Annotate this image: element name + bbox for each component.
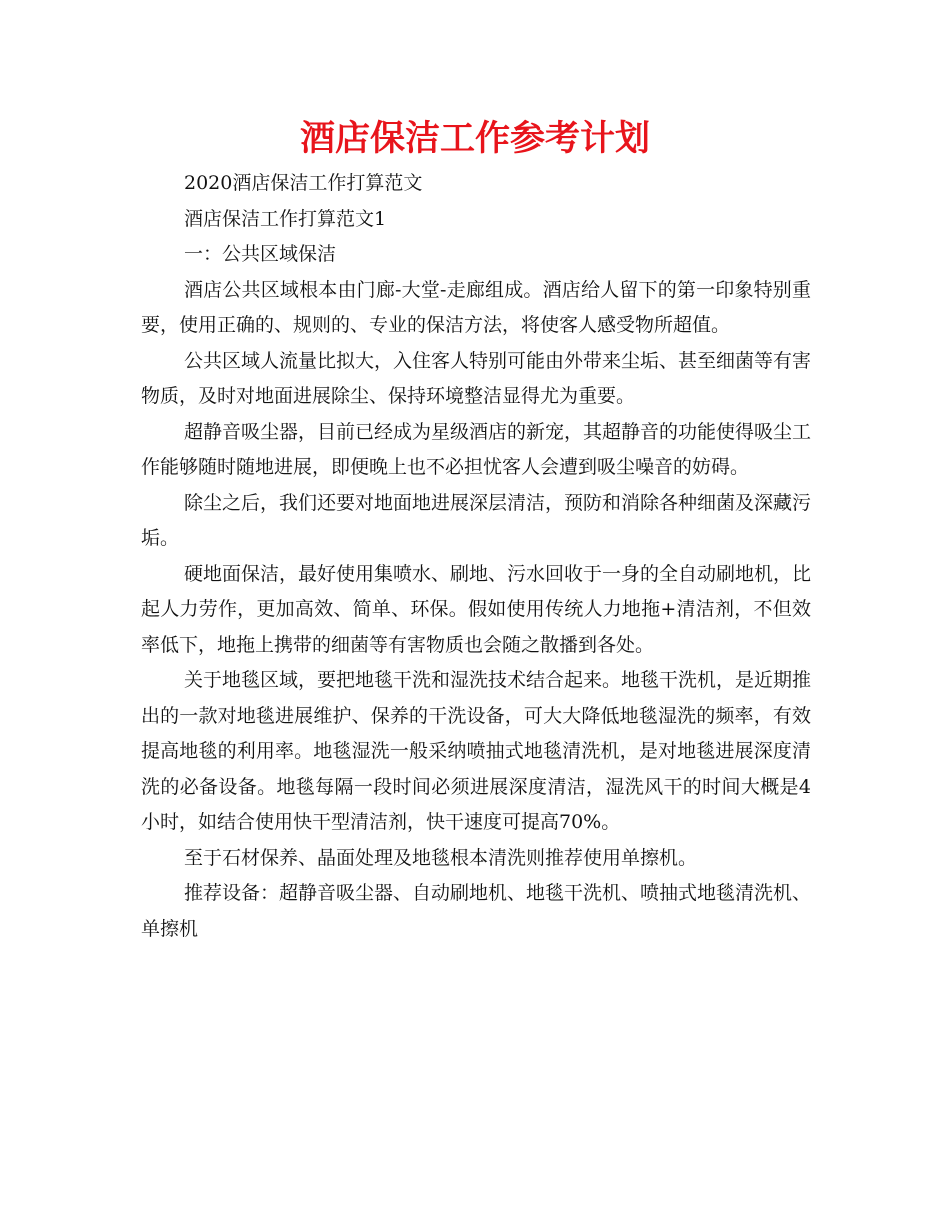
paragraph: 酒店公共区域根本由门廊-大堂-走廊组成。酒店给人留下的第一印象特别重要，使用正确的、规则的、专业的保洁方法，将使客人感受物所超值。 — [141, 278, 811, 336]
paragraph: 除尘之后，我们还要对地面地进展深层清洁，预防和消除各种细菌及深藏污垢。 — [141, 491, 812, 549]
paragraph: 推荐设备：超静音吸尘器、自动刷地机、地毯干洗机、喷抽式地毯清洗机、单擦机 — [141, 882, 812, 940]
document-title: 酒店保洁工作参考计划 — [299, 118, 650, 159]
document-body — [141, 166, 811, 947]
paragraph: 关于地毯区域，要把地毯干洗和湿洗技术结合起来。地毯干洗机，是近期推出的一款对地毯进展维护、保养的干洗设备，可大大降低地毯湿洗的频率，有效提高地毯的利用率。地毯湿洗一般采纳喷抽式地毯清洗机，是对地毯进展深度清洗的必备设备。地毯每隔一段时间必须进展深度清洁，湿洗风干的时间大概是4小时，如结合使用快干型清洁剂，快干速度可提高70%。 — [141, 669, 812, 833]
paragraph: 2020酒店保洁工作打算范文 — [184, 172, 423, 194]
paragraph: 一：公共区域保洁 — [184, 243, 337, 265]
paragraph: 酒店保洁工作打算范文1 — [184, 207, 387, 230]
paragraph: 公共区域人流量比拟大，入住客人特别可能由外带来尘垢、甚至细菌等有害物质，及时对地面进展除尘、保持环境整洁显得尤为重要。 — [141, 349, 812, 407]
paragraph: 至于石材保养、晶面处理及地毯根本清洗则推荐使用单擦机。 — [184, 846, 698, 869]
paragraph: 超静音吸尘器，目前已经成为星级酒店的新宠，其超静音的功能使得吸尘工作能够随时随地进展，即便晚上也不必担忧客人会遭到吸尘噪音的妨碍。 — [141, 420, 812, 478]
paragraph: 硬地面保洁，最好使用集喷水、刷地、污水回收于一身的全自动刷地机，比起人力劳作，更加高效、简单、环保。假如使用传统人力地拖+清洁剂，不但效率低下，地拖上携带的细菌等有害物质也会随之散播到各处。 — [141, 562, 812, 656]
